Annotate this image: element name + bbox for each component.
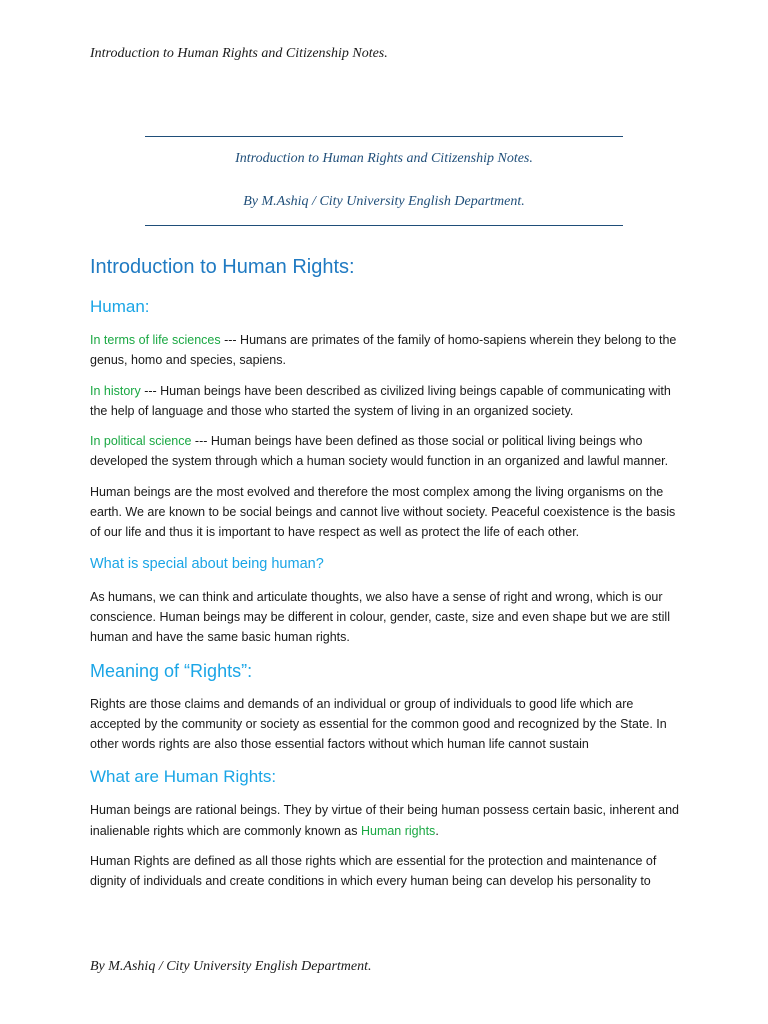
paragraph-rights: Rights are those claims and demands of an individual or group of individuals to good life which are accepted by the community or society as essential for the common good and recognized by the State. In other words rights are also those essential factors without which human life cannot sustain: [90, 696, 667, 752]
section-heading-rights: Meaning of “Rights”:: [90, 660, 253, 681]
paragraph-text: .: [435, 823, 439, 838]
title-block-title: Introduction to Human Rights and Citizenship Notes.: [235, 151, 533, 166]
term-history: In history: [90, 383, 141, 398]
page-header: Introduction to Human Rights and Citizenship Notes.: [90, 46, 388, 61]
paragraph-life-sciences: [90, 330, 680, 371]
paragraph-special: As humans, we can think and articulate thoughts, we also have a sense of right and wrong, which is our conscience. Human beings may be different in colour, gender, caste, size and even shape but we are still human and have the same basic human rights.: [90, 589, 670, 645]
paragraph-text: --- Human beings have been described as civilized living beings capable of communicating with the help of language and those who started the system of living in an organized society.: [90, 383, 671, 418]
paragraph-text: --- Human beings have been defined as those social or political living beings who developed the system through which a human society would function in an organized and lawful manner.: [90, 434, 669, 469]
term-life-sciences: In terms of life sciences: [90, 333, 221, 347]
section-heading-special: What is special about being human?: [90, 555, 324, 572]
document-body: [90, 252, 680, 902]
paragraph-definition: Human Rights are defined as all those rights which are essential for the protection and maintenance of dignity of individuals and create conditions in which every human being can develop his personality to: [90, 854, 657, 889]
title-block-author: By M.Ashiq / City University English Department.: [243, 194, 525, 209]
paragraph-text: Human beings are rational beings. They by virtue of their being human possess certain basic, inherent and inalienable rights which are commonly known as: [90, 803, 680, 838]
page-footer: By M.Ashiq / City University English Department.: [90, 959, 372, 974]
paragraph-political-science: [90, 431, 680, 472]
section-heading-human: Human:: [90, 297, 150, 316]
title-block: [145, 136, 623, 226]
paragraph-rational: [90, 800, 680, 841]
paragraph-evolved: Human beings are the most evolved and therefore the most complex among the living organisms on the earth. We are known to be social beings and cannot live without society. Peaceful coexistence is the basis of our life and thus it is important to have respect as well as protect the life of each other.: [90, 484, 676, 540]
paragraph-history: [90, 381, 680, 422]
term-human-rights: Human rights: [360, 823, 436, 838]
section-heading-human-rights: What are Human Rights:: [90, 767, 277, 787]
section-heading-intro: Introduction to Human Rights:: [90, 256, 355, 278]
paragraph-text: --- Humans are primates of the family of homo-sapiens wherein they belong to the genus, homo and species, sapiens.: [90, 333, 677, 368]
term-political-science: In political science: [90, 434, 192, 449]
